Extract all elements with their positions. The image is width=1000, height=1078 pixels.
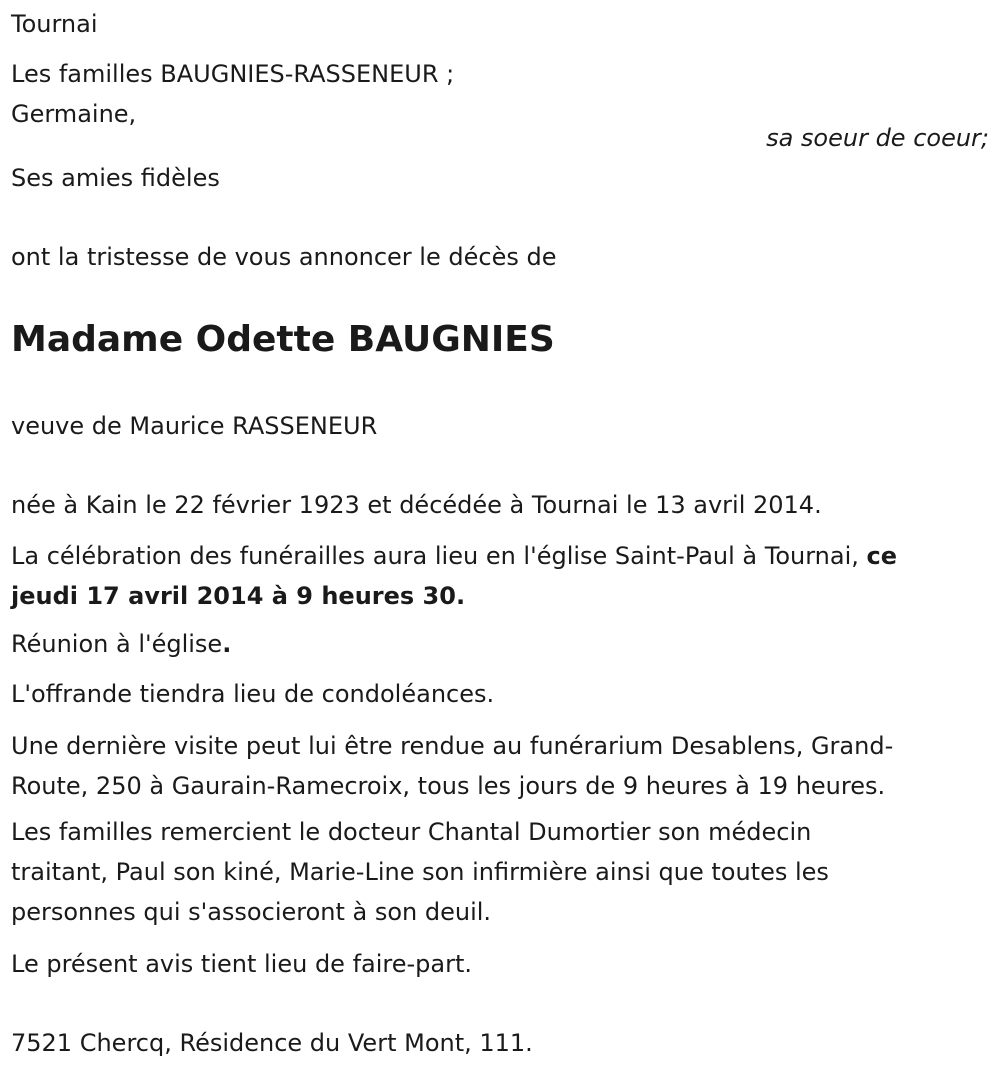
celebration-line-1 xyxy=(11,536,996,576)
celebration-paragraph xyxy=(11,536,996,616)
reunion-text: Réunion à l'église xyxy=(11,630,223,658)
deceased-name: Madame Odette BAUGNIES xyxy=(11,319,555,360)
city-line: Tournai xyxy=(11,10,98,38)
remerciements-line-3: personnes qui s'associeront à son deuil. xyxy=(11,898,492,926)
remerciements-line-2: traitant, Paul son kiné, Marie-Line son infirmière ainsi que toutes les xyxy=(11,858,829,886)
soeur-line: sa soeur de coeur; xyxy=(766,124,989,152)
visite-line-1: Une dernière visite peut lui être rendue au funérarium Desablens, Grand- xyxy=(11,732,894,760)
families-line: Les familles BAUGNIES-RASSENEUR ; xyxy=(11,60,455,88)
celebration-bold-ce: ce xyxy=(866,542,898,570)
avis-line: Le présent avis tient lieu de faire-part. xyxy=(11,950,473,978)
remerciements-paragraph xyxy=(11,812,996,932)
visite-paragraph xyxy=(11,726,996,806)
celebration-text: La célébration des funérailles aura lieu en l'église Saint-Paul à Tournai, xyxy=(11,542,859,570)
reunion-line xyxy=(11,624,996,664)
remerciements-line-1: Les familles remercient le docteur Chantal Dumortier son médecin xyxy=(11,818,812,846)
born-died-line: née à Kain le 22 février 1923 et décédée à Tournai le 13 avril 2014. xyxy=(11,491,822,519)
amies-line: Ses amies fidèles xyxy=(11,164,220,192)
reunion-dot: . xyxy=(222,630,232,658)
celebration-line-2 xyxy=(11,576,996,616)
address-line: 7521 Chercq, Résidence du Vert Mont, 111. xyxy=(11,1029,533,1057)
visite-line-2: Route, 250 à Gaurain-Ramecroix, tous les jours de 9 heures à 19 heures. xyxy=(11,772,886,800)
celebration-bold-date: jeudi 17 avril 2014 à 9 heures 30. xyxy=(11,582,466,610)
announcement-line: ont la tristesse de vous annoncer le décès de xyxy=(11,243,557,271)
offrande-line: L'offrande tiendra lieu de condoléances. xyxy=(11,680,495,708)
germaine-line: Germaine, xyxy=(11,100,137,128)
widow-of-line: veuve de Maurice RASSENEUR xyxy=(11,412,378,440)
